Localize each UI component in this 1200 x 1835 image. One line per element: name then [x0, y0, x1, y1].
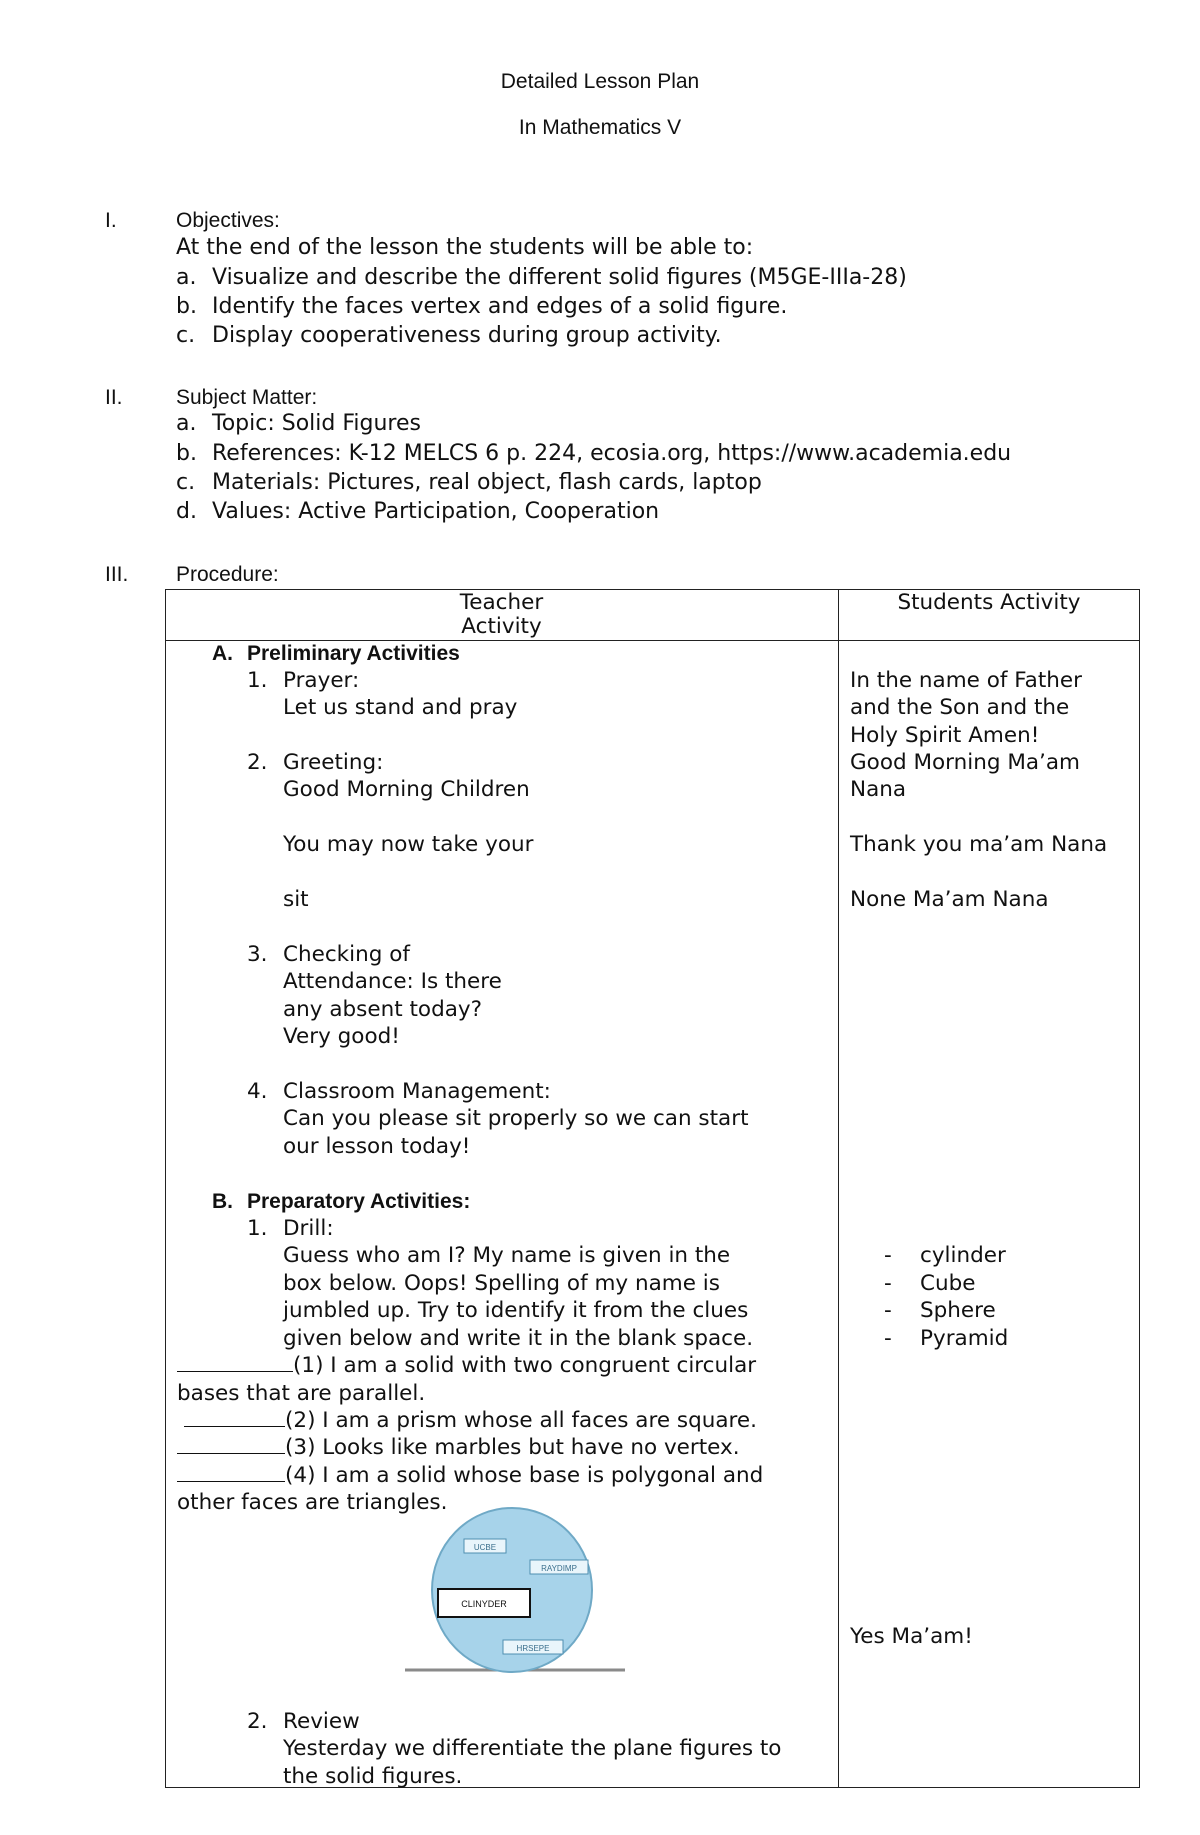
answer-item: cylinder: [920, 1243, 1006, 1268]
sit-line2: sit: [283, 887, 309, 912]
management-num: 4.: [247, 1079, 268, 1104]
answer-dash: -: [884, 1326, 892, 1351]
greeting-text: Good Morning Children: [283, 777, 530, 802]
answer-item: Cube: [920, 1271, 976, 1296]
student-thanks: Thank you ma’am Nana: [850, 832, 1108, 857]
student-greeting-line1: Good Morning Ma’am: [850, 750, 1081, 775]
attendance-line1: Checking of: [283, 942, 410, 967]
objective-text-c: Display cooperativeness during group activity.: [212, 323, 722, 348]
student-greeting-line2: Nana: [850, 777, 907, 802]
drill-line: given below and write it in the blank space.: [283, 1326, 754, 1351]
procedure-heading: Procedure:: [176, 563, 279, 586]
clue-1-continued: bases that are parallel.: [177, 1381, 426, 1406]
document-subtitle: In Mathematics V: [518, 116, 682, 139]
section-b-letter: B.: [212, 1190, 233, 1213]
objective-text-b: Identify the faces vertex and edges of a solid figure.: [212, 294, 788, 319]
answer-dash: -: [884, 1298, 892, 1323]
sit-line1: You may now take your: [283, 832, 534, 857]
subject-text-d: Values: Active Participation, Cooperation: [212, 499, 660, 524]
review-line1: Yesterday we differentiate the plane figures to: [283, 1736, 782, 1761]
objective-letter-b: b.: [176, 294, 197, 319]
clue-4: (4) I am a solid whose base is polygonal and: [177, 1463, 763, 1488]
prayer-text: Let us stand and pray: [283, 695, 518, 720]
drill-line: Guess who am I? My name is given in the: [283, 1243, 731, 1268]
prayer-num: 1.: [247, 668, 268, 693]
answer-blank: [177, 1463, 285, 1482]
jumbled-words-picture: [400, 1500, 630, 1685]
objectives-intro: At the end of the lesson the students will be able to:: [176, 235, 754, 260]
clue-2: (2) I am a prism whose all faces are square.: [184, 1408, 757, 1433]
answer-dash: -: [884, 1271, 892, 1296]
section-a-title: Preliminary Activities: [247, 642, 460, 665]
table-header-rule: [165, 640, 1140, 641]
subject-text-a: Topic: Solid Figures: [212, 411, 421, 436]
drill-line: jumbled up. Try to identify it from the clues: [283, 1298, 749, 1323]
table-column-rule: [838, 589, 839, 1788]
answer-item: Pyramid: [920, 1326, 1009, 1351]
subject-text-b: References: K-12 MELCS 6 p. 224, ecosia.org, https://www.academia.edu: [212, 441, 1012, 466]
procedure-numeral: III.: [105, 563, 129, 586]
objective-text-a: Visualize and describe the different solid figures (M5GE-IIIa-28): [212, 265, 907, 290]
section-b-title: Preparatory Activities:: [247, 1190, 471, 1213]
clue-4-continued: other faces are triangles.: [177, 1490, 448, 1515]
objective-letter-c: c.: [176, 323, 196, 348]
subject-heading: Subject Matter:: [176, 386, 318, 409]
subject-letter-d: d.: [176, 499, 197, 524]
management-line1: Can you please sit properly so we can start: [283, 1106, 749, 1131]
clue-1: (1) I am a solid with two congruent circular: [177, 1353, 756, 1378]
review-line2: the solid figures.: [283, 1764, 463, 1789]
objectives-heading: Objectives:: [176, 209, 280, 232]
answer-item: Sphere: [920, 1298, 996, 1323]
student-prayer-line1: In the name of Father: [850, 668, 1082, 693]
attendance-line4: Very good!: [283, 1024, 400, 1049]
teacher-header-line1: Teacher: [459, 590, 544, 615]
attendance-line2: Attendance: Is there: [283, 969, 502, 994]
attendance-line3: any absent today?: [283, 997, 483, 1022]
review-num: 2.: [247, 1709, 268, 1734]
drill-title: Drill:: [283, 1216, 334, 1241]
subject-numeral: II.: [105, 386, 123, 409]
greeting-num: 2.: [247, 750, 268, 775]
subject-letter-a: a.: [176, 411, 197, 436]
student-prayer-line3: Holy Spirit Amen!: [850, 723, 1040, 748]
management-line2: our lesson today!: [283, 1134, 471, 1159]
word-card-text: HRSEPE: [516, 1644, 550, 1653]
answer-blank: [177, 1353, 293, 1372]
subject-letter-c: c.: [176, 470, 196, 495]
teacher-header-line2: Activity: [461, 614, 542, 639]
student-yes: Yes Ma’am!: [850, 1624, 973, 1649]
attendance-num: 3.: [247, 942, 268, 967]
objective-letter-a: a.: [176, 265, 197, 290]
drill-num: 1.: [247, 1216, 268, 1241]
section-a-letter: A.: [212, 642, 233, 665]
subject-text-c: Materials: Pictures, real object, flash cards, laptop: [212, 470, 762, 495]
answer-blank: [184, 1408, 285, 1427]
answer-blank: [177, 1435, 285, 1454]
management-title: Classroom Management:: [283, 1079, 551, 1104]
student-prayer-line2: and the Son and the: [850, 695, 1070, 720]
prayer-title: Prayer:: [283, 668, 360, 693]
objectives-numeral: I.: [105, 209, 117, 232]
drill-line: box below. Oops! Spelling of my name is: [283, 1271, 720, 1296]
student-none: None Ma’am Nana: [850, 887, 1049, 912]
clue-3: (3) Looks like marbles but have no vertex.: [177, 1435, 740, 1460]
word-card-text: UCBE: [473, 1543, 497, 1552]
word-card-text: CLINYDER: [461, 1599, 507, 1609]
greeting-title: Greeting:: [283, 750, 384, 775]
subject-letter-b: b.: [176, 441, 197, 466]
document-title: Detailed Lesson Plan: [500, 70, 700, 93]
answer-dash: -: [884, 1243, 892, 1268]
word-card-text: RAYDIMP: [541, 1564, 577, 1573]
students-header: Students Activity: [897, 590, 1081, 615]
review-title: Review: [283, 1709, 360, 1734]
